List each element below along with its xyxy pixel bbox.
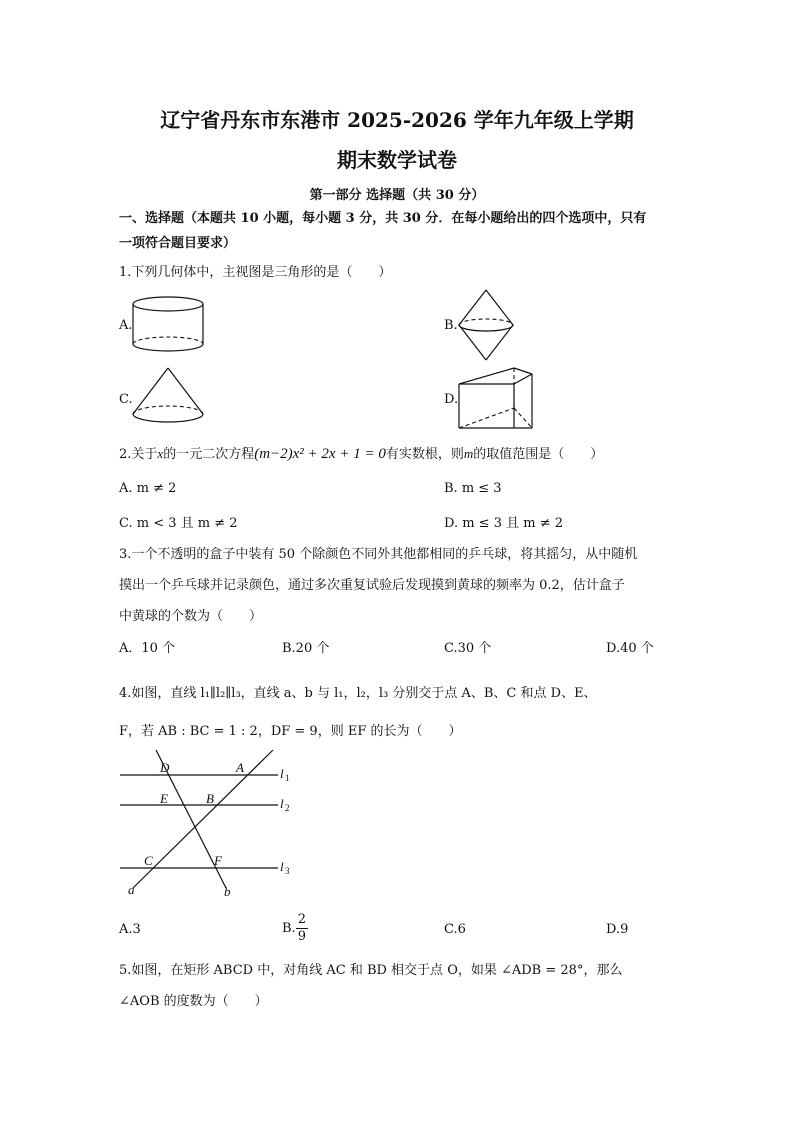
fraction-numerator: 2 xyxy=(297,912,306,927)
q2-option-c: C. m < 3 且 m ≠ 2 xyxy=(119,516,238,531)
q3-option-c: C.30 个 xyxy=(444,641,492,656)
point-c-label: C xyxy=(144,853,153,868)
question-2-stem xyxy=(119,443,603,463)
question-3-line2: 摸出一个乒乓球并记录颜色，通过多次重复试验后发现摸到黄球的频率为 0.2，估计盒子 xyxy=(119,578,625,593)
q4-option-b-prefix: B. xyxy=(282,921,296,936)
q2-option-a: A. m ≠ 2 xyxy=(119,481,177,496)
question-5-line1: 5.如图，在矩形 ABCD 中，对角线 AC 和 BD 相交于点 O，如果 ∠ADB = 28°，那么 xyxy=(119,963,623,978)
line-l3-label: l xyxy=(280,859,284,874)
line-b-label: b xyxy=(224,884,231,899)
question-3-line3: 中黄球的个数为（ ） xyxy=(119,609,263,624)
line-a-label: a xyxy=(128,882,135,897)
q2-option-b: B. m ≤ 3 xyxy=(444,481,502,496)
point-e-label: E xyxy=(160,791,168,806)
line-l3-subscript: 3 xyxy=(285,866,290,876)
q2-text-mid: 的一元二次方程 xyxy=(163,447,255,462)
q2-var-x: x xyxy=(157,446,164,461)
line-l2-subscript: 2 xyxy=(285,803,290,813)
q2-var-m: m xyxy=(463,446,474,461)
line-l1-label: l xyxy=(280,766,284,781)
point-a-label: A xyxy=(236,760,244,775)
q2-text-suffix: 的取值范围是（ ） xyxy=(473,447,604,462)
question-4-line2: F，若 AB : BC = 1 : 2，DF = 9，则 EF 的长为（ ） xyxy=(119,724,462,739)
q4-option-c: C.6 xyxy=(444,922,466,937)
triangular-prism-figure xyxy=(456,366,536,432)
double-cone-figure xyxy=(456,288,520,362)
cylinder-figure xyxy=(130,294,210,358)
q3-option-a: A．10 个 xyxy=(119,641,176,656)
question-1-stem: 1.下列几何体中，主视图是三角形的是（ ） xyxy=(119,265,392,280)
q4-option-b-fraction xyxy=(296,912,308,945)
fraction-denominator: 9 xyxy=(297,929,306,944)
question-4-line1: 4.如图，直线 l₁∥l₂∥l₃，直线 a、b 与 l₁，l₂，l₃ 分别交于点 A、B、C 和点 D、E、 xyxy=(119,686,597,701)
parallel-lines-figure xyxy=(118,748,298,898)
question-5-line2: ∠AOB 的度数为（ ） xyxy=(119,994,268,1009)
q4-option-b xyxy=(282,912,308,945)
q2-text-mid2: 有实数根，则 xyxy=(385,447,464,462)
point-d-label: D xyxy=(160,760,170,775)
q1-option-d-label: D. xyxy=(444,392,459,407)
q1-option-a-label: A. xyxy=(119,318,133,333)
line-a xyxy=(133,750,273,888)
q3-option-b: B.20 个 xyxy=(282,641,330,656)
q2-equation: (m−2)x² + 2x + 1 = 0 xyxy=(254,446,386,462)
point-b-label: B xyxy=(206,791,214,806)
question-3-line1: 3.一个不透明的盒子中装有 50 个除颜色不同外其他都相同的乒乓球，将其摇匀，从中随机 xyxy=(119,547,638,562)
point-f-label: F xyxy=(214,853,222,868)
q1-option-c-label: C. xyxy=(119,392,133,407)
cone-figure xyxy=(130,366,210,430)
section-instruction-line2: 一项符合题目要求） xyxy=(119,236,237,251)
exam-title-line1: 辽宁省丹东市东港市 2025-2026 学年九年级上学期 xyxy=(160,108,634,132)
q2-text-prefix: 2.关于 xyxy=(119,447,158,462)
q2-option-d: D. m ≤ 3 且 m ≠ 2 xyxy=(444,516,563,531)
q4-option-d: D.9 xyxy=(606,922,629,937)
section-instruction-line1: 一、选择题（本题共 10 小题，每小题 3 分，共 30 分．在每小题给出的四个选项中，只有 xyxy=(119,211,647,226)
q3-option-d: D.40 个 xyxy=(606,641,654,656)
q1-option-b-label: B. xyxy=(444,318,458,333)
part-heading: 第一部分 选择题（共 30 分） xyxy=(309,188,485,203)
q4-option-a: A.3 xyxy=(119,922,141,937)
line-l1-subscript: 1 xyxy=(285,773,290,783)
exam-title-line2: 期末数学试卷 xyxy=(337,148,457,172)
line-l2-label: l xyxy=(280,796,284,811)
